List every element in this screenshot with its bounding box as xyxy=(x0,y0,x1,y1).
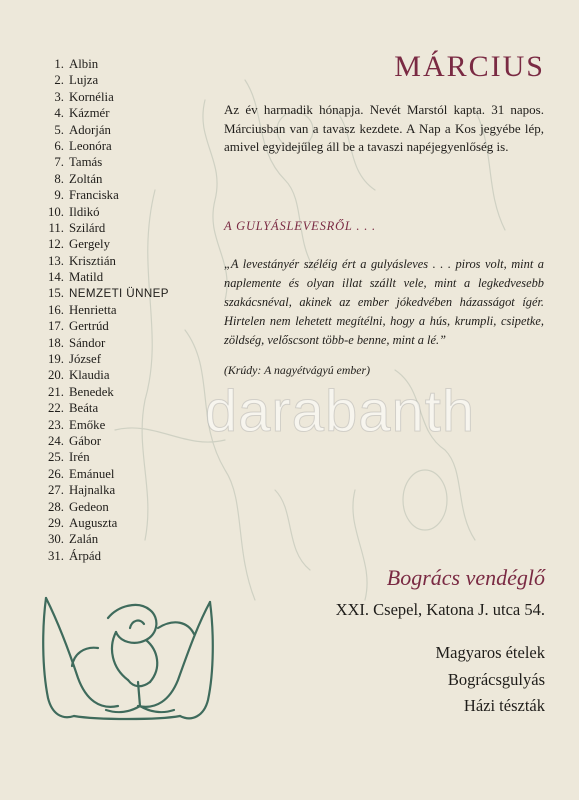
nameday-number: 24. xyxy=(48,433,64,448)
nameday-name: Gábor xyxy=(69,433,101,448)
nameday-number: 23. xyxy=(48,417,64,432)
nameday-number: 6. xyxy=(54,138,64,153)
nameday-row xyxy=(38,417,169,433)
restaurant-name: Bogrács vendéglő xyxy=(386,565,545,590)
nameday-row xyxy=(38,367,169,383)
nameday-number: 5. xyxy=(54,122,64,137)
nameday-number: 10. xyxy=(48,204,64,219)
nameday-name: Gedeon xyxy=(69,499,109,514)
nameday-name: Adorján xyxy=(69,122,111,137)
month-title: MÁRCIUS xyxy=(394,50,545,83)
nameday-number: 25. xyxy=(48,450,64,465)
nameday-name: Zalán xyxy=(69,532,99,547)
nameday-number: 8. xyxy=(54,171,64,186)
nameday-number: 16. xyxy=(48,302,64,317)
nameday-row xyxy=(38,72,169,88)
nameday-row xyxy=(38,285,169,301)
nameday-name: Emánuel xyxy=(69,466,115,481)
nameday-name: Emőke xyxy=(69,417,106,432)
nameday-number: 11. xyxy=(48,220,64,235)
nameday-row xyxy=(38,269,169,285)
nameday-row xyxy=(38,138,169,154)
nameday-number: 27. xyxy=(48,483,64,498)
nameday-row xyxy=(38,400,169,416)
nameday-row xyxy=(38,318,169,334)
nameday-number: 3. xyxy=(54,89,64,104)
nameday-row xyxy=(38,433,169,449)
nameday-name: Matild xyxy=(69,270,104,285)
nameday-name: Leonóra xyxy=(69,138,112,153)
nameday-row xyxy=(38,56,169,72)
nameday-name: Szilárd xyxy=(69,220,106,235)
nameday-name: Gergely xyxy=(69,237,110,252)
nameday-row xyxy=(38,515,169,531)
offer-item: Bográcsgulyás xyxy=(447,670,545,689)
nameday-name: Beáta xyxy=(69,401,99,416)
nameday-name: Kornélia xyxy=(69,89,114,104)
nameday-name: Klaudia xyxy=(69,368,110,383)
nameday-number: 31. xyxy=(48,548,64,563)
nameday-row xyxy=(38,351,169,367)
nameday-number: 20. xyxy=(48,368,64,383)
nameday-row xyxy=(38,105,169,121)
nameday-name: Franciska xyxy=(69,188,119,203)
nameday-name: Auguszta xyxy=(69,515,118,530)
offer-item: Házi tészták xyxy=(463,696,545,715)
nameday-row xyxy=(38,466,169,482)
nameday-name: Krisztián xyxy=(69,253,116,268)
nameday-name: Tamás xyxy=(69,155,103,170)
quote-source: (Krúdy: A nagyétvágyú ember) xyxy=(224,363,370,377)
nameday-name: Lujza xyxy=(69,73,99,88)
nameday-name: Benedek xyxy=(69,384,114,399)
nameday-name: Árpád xyxy=(69,548,101,563)
nameday-row xyxy=(38,154,169,170)
nameday-name: Henrietta xyxy=(69,302,117,317)
nameday-name: Kázmér xyxy=(69,106,110,121)
nameday-name: NEMZETI ÜNNEP xyxy=(69,287,169,301)
recipe-heading: A GULYÁSLEVESRŐL . . . xyxy=(224,219,376,233)
nameday-row xyxy=(38,187,169,203)
restaurant-address: XXI. Csepel, Katona J. utca 54. xyxy=(335,600,545,619)
nameday-row xyxy=(38,384,169,400)
month-intro: Az év harmadik hónapja. Nevét Marstól kapta. 31 napos. Márciusban van a tavasz kezdete. A Nap a Kos jegyébe lép, amivel egyidejűleg áll be a tavaszi napéjegyenlőség is. xyxy=(224,102,544,154)
nameday-number: 15. xyxy=(48,286,64,301)
nameday-number: 22. xyxy=(48,401,64,416)
nameday-name: Irén xyxy=(69,450,90,465)
nameday-number: 18. xyxy=(48,335,64,350)
nameday-name: Sándor xyxy=(69,335,106,350)
nameday-number: 4. xyxy=(54,106,64,121)
nameday-row xyxy=(38,449,169,465)
nameday-name: Ildikó xyxy=(69,204,100,219)
nameday-row xyxy=(38,335,169,351)
nameday-row xyxy=(38,548,169,564)
nameday-number: 1. xyxy=(54,57,64,71)
nameday-row xyxy=(38,499,169,515)
nameday-name: Zoltán xyxy=(69,171,103,186)
nameday-row xyxy=(38,220,169,236)
nameday-number: 17. xyxy=(48,319,64,334)
recipe-quote: „A levestányér széléig ért a gulyásleves . . . piros volt, mint a naplemente és olyan illat szállt vele, mint a legkedvesebb szakácsnéval, akinek az ember jókedvében házasságot ígér. Hirtelen nem lehetett megítélni, hogy a hús, krumpli, csipetke, zöldség, velőscsont több-e benne, mint a lé.” xyxy=(224,257,544,347)
nameday-number: 28. xyxy=(48,499,64,514)
nameday-number: 21. xyxy=(48,384,64,399)
offer-item: Magyaros ételek xyxy=(435,643,545,662)
nameday-row xyxy=(38,122,169,138)
nameday-row xyxy=(38,89,169,105)
nameday-number: 30. xyxy=(48,532,64,547)
nameday-list xyxy=(38,56,169,564)
nameday-row xyxy=(38,171,169,187)
nameday-row xyxy=(38,531,169,547)
nameday-number: 9. xyxy=(54,188,64,203)
nameday-number: 19. xyxy=(48,352,64,367)
nameday-row xyxy=(38,204,169,220)
nameday-number: 2. xyxy=(54,73,64,88)
nameday-number: 7. xyxy=(54,155,64,170)
nameday-row xyxy=(38,236,169,252)
nameday-number: 13. xyxy=(48,253,64,268)
lily-ornament-icon xyxy=(38,588,218,728)
nameday-number: 26. xyxy=(48,466,64,481)
nameday-row xyxy=(38,253,169,269)
nameday-row xyxy=(38,482,169,498)
nameday-name: József xyxy=(69,352,101,367)
nameday-row xyxy=(38,302,169,318)
nameday-number: 14. xyxy=(48,270,64,285)
nameday-name: Gertrúd xyxy=(69,319,109,334)
nameday-number: 12. xyxy=(48,237,64,252)
nameday-name: Albin xyxy=(69,57,99,71)
nameday-number: 29. xyxy=(48,515,64,530)
watermark: darabanth xyxy=(204,379,476,444)
nameday-name: Hajnalka xyxy=(69,483,116,498)
